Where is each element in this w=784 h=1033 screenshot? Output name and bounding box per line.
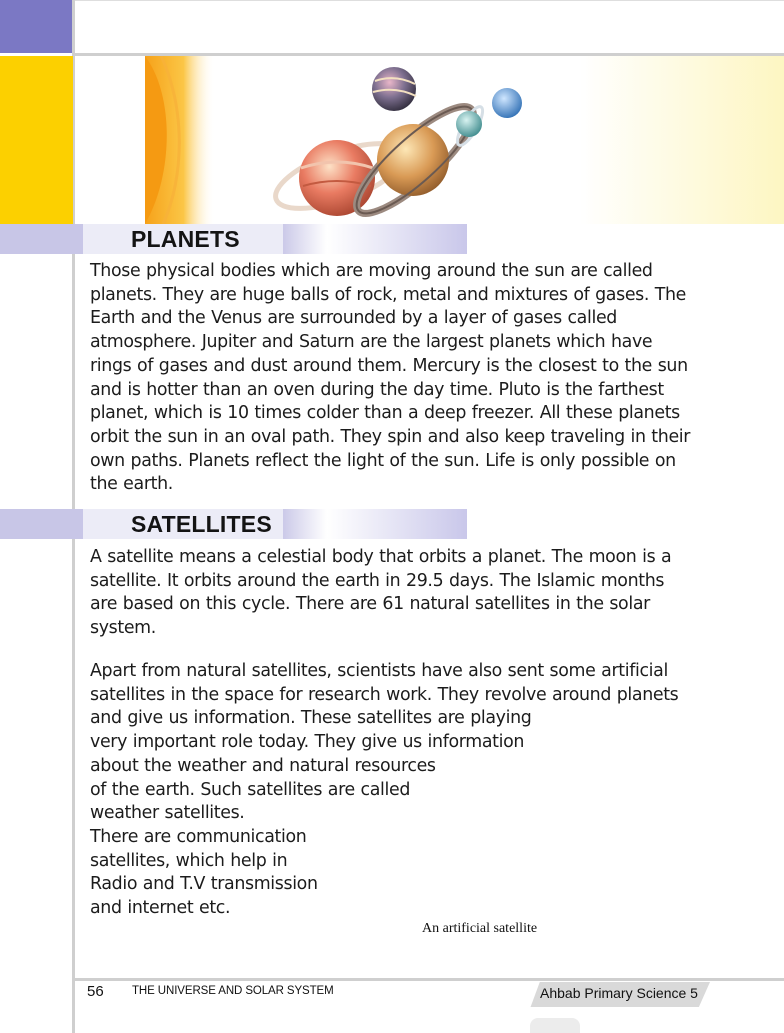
solar-system-banner	[75, 56, 784, 224]
sun-illustration	[145, 56, 215, 224]
text-line: satellite. It orbits around the earth in 29.5 days. The Islamic months	[90, 570, 665, 591]
text-line: own paths. Planets reflect the light of the sun. Life is only possible on	[90, 450, 676, 471]
figure-caption: An artificial satellite	[422, 921, 538, 936]
text-line: planets. They are huge balls of rock, metal and mixtures of gases. The	[90, 284, 687, 305]
corner-accent-block	[0, 0, 73, 53]
chapter-title: THE UNIVERSE AND SOLAR SYSTEM	[132, 985, 334, 997]
text-line: orbit the sun in an oval path. They spin and also keep traveling in their	[90, 426, 691, 447]
text-line: atmosphere. Jupiter and Saturn are the largest planets which have	[90, 332, 653, 353]
text-line: and is hotter than an oven during the day time. Pluto is the farthest	[90, 379, 664, 400]
text-line: the earth.	[90, 474, 173, 495]
text-line: Radio and T.V transmission	[90, 874, 318, 895]
text-line: planet, which is 10 times colder than a deep freezer. All these planets	[90, 403, 680, 424]
text-line: are based on this cycle. There are 61 natural satellites in the solar	[90, 594, 650, 615]
text-line: about the weather and natural resources	[90, 755, 436, 776]
banner-yellow-strip	[0, 56, 73, 224]
text-line: satellites in the space for research work. They revolve around planets	[90, 684, 679, 705]
book-title: Ahbab Primary Science 5	[540, 985, 698, 1001]
text-line: of the earth. Such satellites are called	[90, 779, 411, 800]
text-line: Earth and the Venus are surrounded by a layer of gases called	[90, 308, 617, 329]
text-line: rings of gases and dust around them. Mercury is the closest to the sun	[90, 355, 688, 376]
page-number: 56	[87, 983, 104, 1000]
planets-heading: PLANETS	[131, 226, 240, 252]
text-line: weather satellites.	[90, 803, 245, 824]
text-line: A satellite means a celestial body that orbits a planet. The moon is a	[90, 547, 672, 567]
text-line: satellites, which help in	[90, 850, 288, 871]
text-line: Those physical bodies which are moving around the sun are called	[90, 261, 653, 281]
footer-divider	[73, 978, 784, 981]
satellites-heading: SATELLITES	[131, 511, 272, 537]
satellites-paragraph-1	[90, 546, 730, 641]
text-line: system.	[90, 618, 156, 639]
text-line: and internet etc.	[90, 898, 231, 919]
top-border	[73, 0, 784, 1]
text-line: Apart from natural satellites, scientists have also sent some artificial	[90, 661, 668, 681]
text-line: There are communication	[90, 826, 307, 847]
satellite-image-edge	[530, 1018, 580, 1033]
satellites-paragraph-2	[90, 660, 730, 921]
text-line: very important role today. They give us information	[90, 732, 525, 753]
text-line: and give us information. These satellites are playing	[90, 708, 532, 729]
planets-paragraph	[90, 260, 730, 497]
